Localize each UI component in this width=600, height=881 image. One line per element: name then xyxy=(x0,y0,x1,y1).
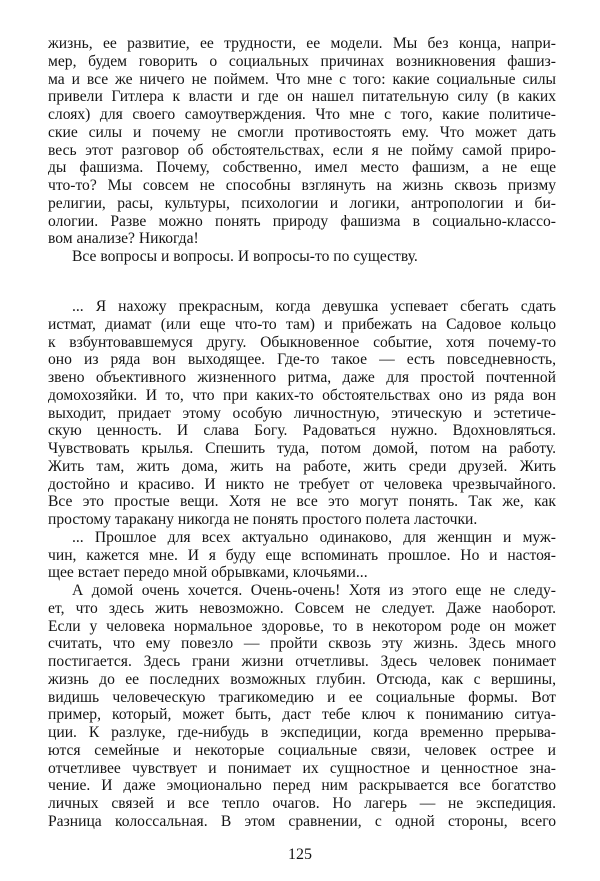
text-line: ет, что здесь жить невозможно. Совсем не следует. Даже наоборот. xyxy=(48,599,556,617)
text-line: считать, что ему повезло — пройти сквозь эту жизнь. Здесь много xyxy=(48,635,556,653)
text-line: Разница колоссальная. В этом сравнении, с одной стороны, всего xyxy=(48,812,556,830)
text-line: щее встает передо мной обрывками, клочьями... xyxy=(48,564,368,582)
paragraph xyxy=(48,248,556,266)
paragraph xyxy=(48,35,556,248)
text-line: пример, который, может быть, даст тебе ключ к пониманию ситуа- xyxy=(48,706,556,724)
text-section-2 xyxy=(48,298,556,831)
text-line: истмат, диамат (или еще что-то там) и прибежать на Садовое кольцо xyxy=(48,315,556,333)
text-line: личных связей и все тепло очагов. Но лагерь — не экспедиция. xyxy=(48,795,556,812)
text-line: чин, кажется мне. И я буду еще вспоминать прошлое. Но и настоя- xyxy=(48,546,556,564)
text-line: ды фашизма. Почему, собственно, имел место фашизм, а не еще xyxy=(48,159,556,177)
text-line: отчетливее чувствует и понимает их сущностное и ценностное зна- xyxy=(48,759,556,777)
text-line: что-то? Мы совсем не способны взглянуть на жизнь сквозь призму xyxy=(48,177,556,194)
text-line: слоях) для своего самоутверждения. Что мне с того, какие политиче- xyxy=(48,106,556,123)
text-line: жизнь до ее последних возможных глубин. Отсюда, как с вершины, xyxy=(48,670,556,688)
text-line: мер, будем говорить о социальных причинах возникновения фашиз- xyxy=(48,52,556,70)
text-line: привели Гитлера к власти и где он нашел питательную силу (в каких xyxy=(48,88,556,106)
page-number: 125 xyxy=(288,846,312,863)
text-line: Если у человека нормальное здоровье, то в некотором роде он может xyxy=(48,617,556,635)
text-line: чение. И даже эмоционально перед ним раскрывается все богатство xyxy=(48,777,556,795)
text-line: ские силы и почему не смогли противостоять ему. Что может дать xyxy=(48,123,556,141)
paragraph xyxy=(48,529,556,582)
text-line: ... Прошлое для всех актуально одинаково, для женщин и муж- xyxy=(72,528,556,546)
paragraph xyxy=(48,582,556,831)
text-line: Жить там, жить дома, жить на работе, жить среди друзей. Жить xyxy=(48,457,556,475)
text-line: звено объективного жизненного ритма, даже для простой почтенной xyxy=(48,369,556,386)
text-line: скую ценность. И слава Богу. Радоваться нужно. Вдохновляться. xyxy=(48,422,556,440)
text-line: домохозяйки. И то, что при каких-то обстоятельствах оно из ряда вон xyxy=(48,386,556,404)
text-line: Все вопросы и вопросы. И вопросы-то по существу. xyxy=(72,248,418,265)
text-line: ологии. Разве можно понять природу фашизма в социально-классо- xyxy=(48,212,556,230)
text-line: Чувствовать крылья. Спешить туда, потом домой, потом на работу. xyxy=(48,440,556,457)
text-line: постигается. Здесь грани жизни отчетливы. Здесь человек понимает xyxy=(48,653,556,670)
text-line: вом анализе? Никогда! xyxy=(48,230,199,248)
text-line: видишь человеческую трагикомедию и ее социальные формы. Вот xyxy=(48,688,556,706)
text-line: выходит, придает этому особую личностную, этическую и эстетиче- xyxy=(48,404,556,422)
text-line: религии, расы, культуры, психологии и логики, антропологии и би- xyxy=(48,194,556,212)
text-section-1 xyxy=(48,35,556,266)
text-line: ... Я нахожу прекрасным, когда девушка успевает сбегать сдать xyxy=(72,298,556,315)
text-line: оно из ряда вон выходящее. Где-то такое — есть повседневность, xyxy=(48,351,556,369)
text-line: к взбунтовавшемуся другу. Обыкновенное событие, хотя почему-то xyxy=(48,333,556,351)
text-line: ются семейные и некоторые социальные связи, человек острее и xyxy=(48,741,556,759)
text-line: ма и все же ничего не поймем. Что мне с того: какие социальные силы xyxy=(48,70,556,88)
text-line: жизнь, ее развитие, ее трудности, ее модели. Мы без конца, напри- xyxy=(48,35,556,52)
text-line: весь этот разговор об обстоятельствах, если я не пойму самой приро- xyxy=(48,141,556,159)
paragraph xyxy=(48,298,556,529)
text-line: А домой очень хочется. Очень-очень! Хотя из этого еще не следу- xyxy=(72,582,556,599)
text-line: Все это простые вещи. Хотя не все это могут понять. Так же, как xyxy=(48,493,556,511)
text-line: ции. К разлуке, где-нибудь в экспедиции, когда временно прерыва- xyxy=(48,724,556,741)
text-line: достойно и красиво. И никто не требует от человека чрезвычайного. xyxy=(48,475,556,493)
text-line: простому таракану никогда не понять простого полета ласточки. xyxy=(48,511,478,528)
